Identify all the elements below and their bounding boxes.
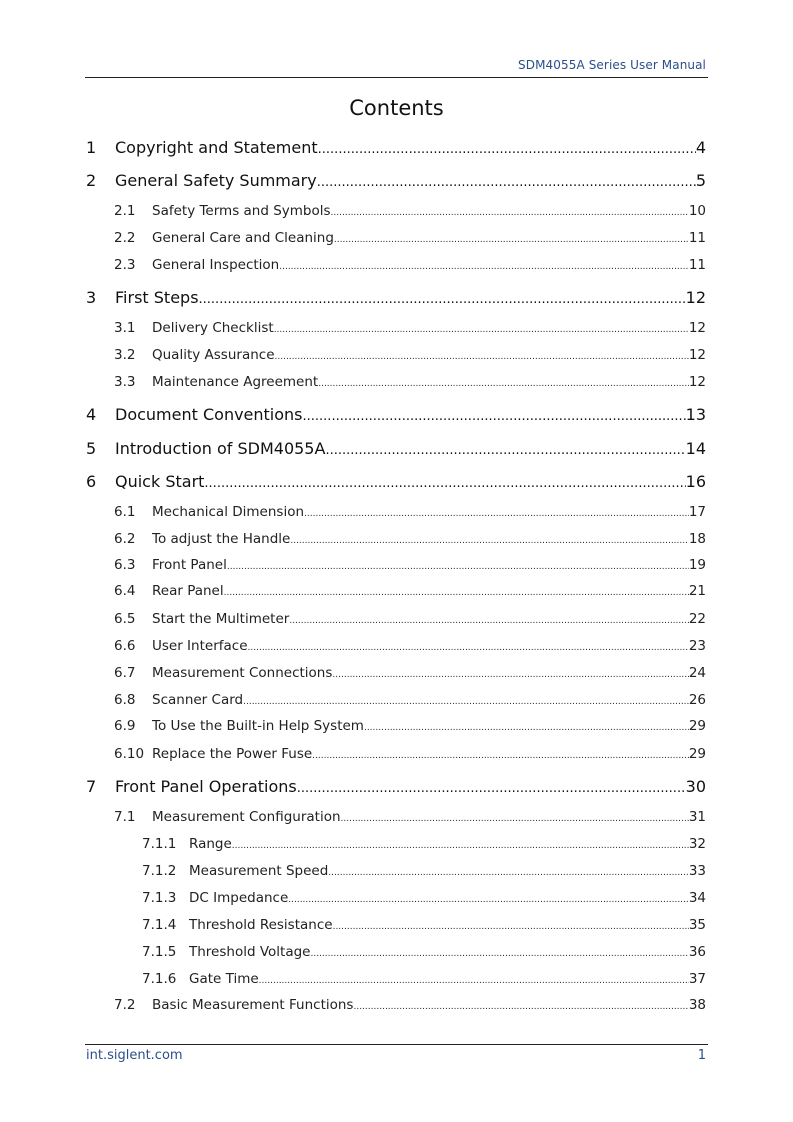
dot-leader [331, 208, 689, 218]
toc-entry-title: General Care and Cleaning [152, 230, 334, 246]
toc-entry-number: 4 [86, 405, 97, 424]
toc-entry-title: Delivery Checklist [152, 320, 274, 336]
dot-leader [290, 536, 688, 546]
toc-entry[interactable] [114, 611, 706, 631]
toc-entry[interactable] [142, 944, 706, 964]
dot-leader [297, 781, 686, 796]
toc-entry[interactable] [114, 557, 706, 577]
toc-entry[interactable] [86, 777, 706, 801]
toc-entry-title: Mechanical Dimension [152, 504, 305, 520]
dot-leader [224, 588, 689, 598]
dot-leader [353, 1002, 688, 1012]
toc-entry[interactable] [114, 257, 706, 277]
toc-entry-number: 6.5 [114, 611, 136, 627]
toc-entry-page: 21 [688, 583, 706, 599]
toc-entry[interactable] [86, 472, 706, 496]
dot-leader [279, 262, 689, 272]
toc-entry-title: Safety Terms and Symbols [152, 203, 331, 219]
toc-entry[interactable] [114, 531, 706, 551]
toc-entry[interactable] [114, 347, 706, 367]
toc-entry-page: 12 [685, 288, 706, 307]
page-number: 1 [697, 1048, 706, 1063]
dot-leader [289, 616, 688, 626]
toc-entry-page: 11 [688, 230, 706, 246]
toc-entry-title: First Steps [115, 288, 199, 307]
toc-entry-title: User Interface [152, 638, 248, 654]
toc-entry-page: 16 [685, 472, 706, 491]
toc-entry-number: 2.1 [114, 203, 136, 219]
dot-leader [334, 235, 689, 245]
toc-entry-number: 6.9 [114, 718, 136, 734]
toc-entry-page: 19 [688, 557, 706, 573]
toc-entry-page: 11 [688, 257, 706, 273]
dot-leader [318, 142, 696, 157]
toc-entry[interactable] [86, 138, 706, 162]
dot-leader [317, 175, 696, 190]
toc-entry-title: Threshold Resistance [189, 917, 333, 933]
toc-entry-number: 7.1.1 [142, 836, 177, 852]
toc-entry[interactable] [114, 374, 706, 394]
toc-entry-page: 17 [688, 504, 706, 520]
dot-leader [243, 697, 689, 707]
toc-entry-number: 6.2 [114, 531, 136, 547]
toc-entry-title: Measurement Speed [189, 863, 329, 879]
toc-entry-page: 12 [688, 374, 706, 390]
toc-entry-number: 6.1 [114, 504, 136, 520]
toc-entry[interactable] [142, 890, 706, 910]
dot-leader [318, 379, 689, 389]
toc-entry-title: Front Panel Operations [115, 777, 297, 796]
toc-entry[interactable] [114, 718, 706, 738]
toc-entry-number: 6 [86, 472, 97, 491]
toc-entry-number: 3.2 [114, 347, 136, 363]
toc-entry[interactable] [114, 665, 706, 685]
toc-entry[interactable] [142, 917, 706, 937]
toc-entry-page: 29 [688, 746, 706, 762]
toc-entry-title: Start the Multimeter [152, 611, 290, 627]
toc-entry-number: 2 [86, 171, 97, 190]
toc-entry-number: 2.3 [114, 257, 136, 273]
toc-entry-page: 12 [688, 320, 706, 336]
toc-entry[interactable] [86, 405, 706, 429]
dot-leader [275, 352, 689, 362]
toc-entry[interactable] [142, 836, 706, 856]
toc-entry[interactable] [142, 863, 706, 883]
toc-entry[interactable] [86, 439, 706, 463]
toc-entry-number: 7.1.5 [142, 944, 177, 960]
toc-entry-title: Copyright and Statement [115, 138, 318, 157]
toc-entry[interactable] [114, 504, 706, 524]
toc-entry-title: Threshold Voltage [189, 944, 311, 960]
dot-leader [341, 814, 689, 824]
toc-entry-number: 7.1.3 [142, 890, 177, 906]
toc-entry[interactable] [114, 320, 706, 340]
toc-entry-number: 6.7 [114, 665, 136, 681]
toc-entry-page: 33 [688, 863, 706, 879]
toc-entry-page: 38 [688, 997, 706, 1013]
toc-entry-number: 5 [86, 439, 97, 458]
toc-entry[interactable] [114, 997, 706, 1017]
toc-entry-number: 6.4 [114, 583, 136, 599]
toc-entry-title: General Safety Summary [115, 171, 317, 190]
dot-leader [364, 723, 689, 733]
dot-leader [332, 670, 688, 680]
toc-entry-title: Basic Measurement Functions [152, 997, 354, 1013]
dot-leader [312, 751, 689, 761]
toc-entry-number: 3 [86, 288, 97, 307]
toc-entry-number: 6.6 [114, 638, 136, 654]
toc-entry-title: Gate Time [189, 971, 259, 987]
toc-entry-title: Rear Panel [152, 583, 224, 599]
toc-entry[interactable] [114, 809, 706, 829]
dot-leader [304, 509, 689, 519]
page-title: Contents [349, 96, 444, 120]
toc-entry-title: To Use the Built-in Help System [152, 718, 364, 734]
toc-entry-number: 7.1 [114, 809, 136, 825]
toc-entry-page: 12 [688, 347, 706, 363]
toc-entry-page: 35 [688, 917, 706, 933]
toc-entry-title: General Inspection [152, 257, 280, 273]
toc-entry-page: 18 [688, 531, 706, 547]
toc-entry-page: 34 [688, 890, 706, 906]
footer-website: int.siglent.com [86, 1048, 183, 1063]
dot-leader [310, 949, 688, 959]
toc-entry-title: Measurement Configuration [152, 809, 341, 825]
toc-entry-page: 4 [695, 138, 706, 157]
toc-entry-number: 6.8 [114, 692, 136, 708]
toc-entry-page: 30 [685, 777, 706, 796]
dot-leader [227, 562, 689, 572]
toc-entry-number: 7.1.6 [142, 971, 177, 987]
footer-rule [85, 1044, 708, 1045]
toc-entry-number: 7.1.4 [142, 917, 177, 933]
dot-leader [274, 325, 689, 335]
dot-leader [199, 292, 686, 307]
toc-entry-title: Measurement Connections [152, 665, 333, 681]
toc-entry-page: 14 [685, 439, 706, 458]
toc-entry-title: Scanner Card [152, 692, 244, 708]
dot-leader [328, 868, 689, 878]
dot-leader [325, 443, 685, 458]
toc-entry-page: 13 [685, 405, 706, 424]
toc-entry-title: Maintenance Agreement [152, 374, 319, 390]
toc-entry-page: 24 [688, 665, 706, 681]
toc-entry-title: Quality Assurance [152, 347, 275, 363]
toc-entry[interactable] [114, 583, 706, 603]
toc-entry-number: 3.1 [114, 320, 136, 336]
toc-entry-page: 26 [688, 692, 706, 708]
dot-leader [288, 895, 689, 905]
dot-leader [333, 922, 689, 932]
toc-entry-title: Replace the Power Fuse [152, 746, 313, 762]
dot-leader [232, 841, 689, 851]
toc-entry-page: 29 [688, 718, 706, 734]
toc-entry-page: 31 [688, 809, 706, 825]
toc-entry-page: 5 [695, 171, 706, 190]
toc-entry-title: Front Panel [152, 557, 227, 573]
toc-entry[interactable] [114, 203, 706, 223]
toc-entry-page: 10 [688, 203, 706, 219]
dot-leader [303, 409, 686, 424]
toc-entry-page: 22 [688, 611, 706, 627]
toc-entry-number: 2.2 [114, 230, 136, 246]
toc-entry-title: To adjust the Handle [152, 531, 291, 547]
dot-leader [259, 976, 689, 986]
toc-entry[interactable] [114, 746, 706, 766]
toc-entry-number: 7.1.2 [142, 863, 177, 879]
toc-entry-number: 7 [86, 777, 97, 796]
toc-entry-title: Quick Start [115, 472, 205, 491]
toc-entry-number: 6.10 [114, 746, 145, 762]
toc-entry[interactable] [114, 230, 706, 250]
toc-entry-title: Introduction of SDM4055A [115, 439, 326, 458]
toc-entry[interactable] [114, 638, 706, 658]
toc-entry-page: 32 [688, 836, 706, 852]
toc-entry-title: DC Impedance [189, 890, 289, 906]
toc-entry-page: 23 [688, 638, 706, 654]
running-header: SDM4055A Series User Manual [518, 58, 706, 72]
toc-entry-page: 37 [688, 971, 706, 987]
toc-entry-number: 7.2 [114, 997, 136, 1013]
dot-leader [204, 476, 685, 491]
toc-entry-title: Range [189, 836, 232, 852]
toc-entry[interactable] [86, 288, 706, 312]
toc-entry-page: 36 [688, 944, 706, 960]
toc-entry[interactable] [142, 971, 706, 991]
dot-leader [248, 643, 689, 653]
toc-entry-number: 1 [86, 138, 97, 157]
toc-entry-number: 3.3 [114, 374, 136, 390]
toc-entry-title: Document Conventions [115, 405, 303, 424]
toc-entry[interactable] [114, 692, 706, 712]
toc-entry[interactable] [86, 171, 706, 195]
toc-entry-number: 6.3 [114, 557, 136, 573]
